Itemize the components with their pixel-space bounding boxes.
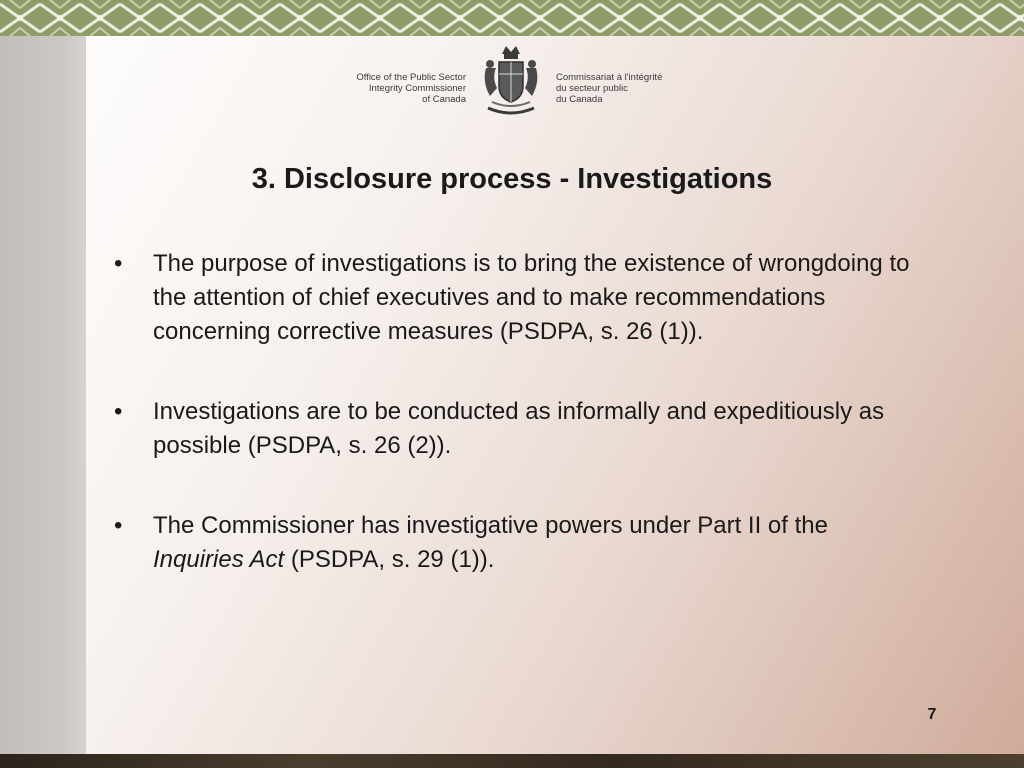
header-logo xyxy=(330,42,690,124)
org-fr-line: du Canada xyxy=(556,94,603,105)
org-name-french xyxy=(556,72,696,105)
bullet-text-before: The Commissioner has investigative powers under Part II of the xyxy=(153,512,828,539)
org-en-line: Office of the Public Sector xyxy=(356,72,466,83)
decorative-bottom-band xyxy=(0,754,1024,768)
org-name-english xyxy=(326,72,466,105)
bullet-text-after: (PSDPA, s. 29 (1)). xyxy=(284,546,495,573)
bullet-text: Investigations are to be conducted as informally and expeditiously as possible (PSDPA, s. 26 (2)). xyxy=(153,398,885,459)
org-en-line: Integrity Commissioner xyxy=(368,83,466,94)
org-fr-line: du secteur public xyxy=(556,83,628,94)
bullet-item xyxy=(112,247,912,349)
act-title: Inquiries Act xyxy=(153,546,285,573)
decorative-left-bar xyxy=(0,36,86,754)
bullet-item xyxy=(112,509,912,577)
slide-title: 3. Disclosure process - Investigations xyxy=(251,163,773,195)
decorative-top-band xyxy=(0,0,1024,36)
pattern-border-icon xyxy=(0,0,1024,36)
bullet-icon: • xyxy=(114,398,123,425)
coat-of-arms-icon xyxy=(480,42,542,124)
org-en-line: of Canada xyxy=(422,94,466,105)
bullet-text: The purpose of investigations is to bring the existence of wrongdoing to the attention of chief executives and to make recommendations concerning corrective measures (PSDPA, s. 26 (1)). xyxy=(153,250,910,345)
bullet-list xyxy=(112,247,912,577)
bullet-icon: • xyxy=(114,250,123,277)
page-number: 7 xyxy=(927,706,937,723)
org-fr-line: Commissariat à l'intégrité xyxy=(556,72,663,83)
bullet-icon: • xyxy=(114,512,123,539)
bullet-item xyxy=(112,395,912,463)
